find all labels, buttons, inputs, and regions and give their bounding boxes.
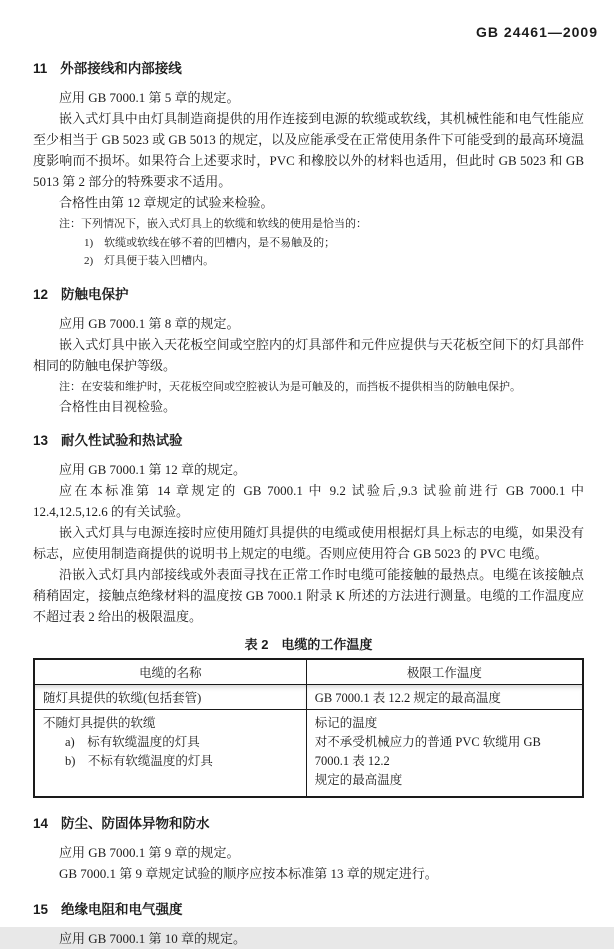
paragraph: 应在本标准第 14 章规定的 GB 7000.1 中 9.2 试验后,9.3 试验前进行 GB 7000.1 中 12.4,12.5,12.6 的有关试验。 [33,483,584,519]
table-2-caption: 表 2 电缆的工作温度 [244,637,373,652]
note-label: 注：在安装和维护时，天花板空间或空腔被认为是可触及的，而挡板不提供相当的防触电保护。 [59,380,521,393]
table-cell-line: 规定的最高温度 [314,773,403,787]
table-cell-cable-supplied-with-luminaire: 随灯具提供的软缆(包括套管) [34,685,306,710]
note-block [59,215,584,271]
paragraph: 应用 GB 7000.1 第 10 章的规定。 [59,931,247,946]
page-content [33,60,584,949]
section-12-number: 12 [33,286,49,302]
section-11-title: 外部接线和内部接线 [60,61,182,76]
section-14-number: 14 [33,816,49,831]
section-13 [33,432,584,798]
paragraph: 应用 GB 7000.1 第 5 章的规定。 [59,90,240,105]
paragraph: 合格性由第 12 章规定的试验来检验。 [59,195,274,210]
table-cell-max-temp-gb7000: GB 7000.1 表 12.2 规定的最高温度 [306,685,583,710]
section-15-number: 15 [33,902,49,917]
note-label: 注：下列情况下，嵌入式灯具上的软缆和软线的使用是恰当的： [59,218,367,230]
section-15 [33,901,584,949]
table-cell-line: 不随灯具提供的软缆 [43,716,156,730]
table-cell-marked-temperature [306,710,583,798]
section-14-heading [33,815,584,833]
section-11-number: 11 [33,61,48,76]
doc-code: GB 24461—2009 [476,24,598,40]
table-header-limit-working-temperature: 极限工作温度 [306,659,583,685]
paragraph: 应用 GB 7000.1 第 12 章的规定。 [59,462,247,477]
section-11 [33,60,584,271]
paragraph: 嵌入式灯具与电源连接时应使用随灯具提供的电缆或使用根据灯具上标志的电缆，如果没有标志，应使用制造商提供的说明书上规定的电缆。否则应使用符合 GB 5023 的 PVC 电缆。 [33,525,584,561]
note-item: 1) 软缆或软线在够不着的凹槽内，是不易触及的； [84,236,336,249]
paragraph: 嵌入式灯具中嵌入天花板空间或空腔内的灯具部件和元件应提供与天花板空间下的灯具部件相同的防触电保护等级。 [33,336,584,373]
table-cell-line: 标记的温度 [314,716,378,730]
section-13-number: 13 [33,433,49,448]
table-cell-line: b) 不标有软缆温度的灯具 [65,754,213,768]
paragraph: GB 7000.1 第 9 章规定试验的顺序应按本标准第 13 章的规定进行。 [59,866,438,881]
section-12 [33,286,584,418]
section-13-title: 耐久性试验和热试验 [61,433,183,448]
paragraph: 沿嵌入式灯具内部接线或外表面寻找在正常工作时电缆可能接触的最热点。电缆在该接触点稍稍固定，接触点绝缘材料的温度按 GB 7000.1 附录 K 所述的方法进行测量。电缆的工作温度应不超过表 2 给出的极限温度。 [33,567,584,624]
section-11-heading [33,60,584,78]
table-cell-line: 对不承受机械应力的普通 PVC 软缆用 GB 7000.1 表 12.2 [314,735,541,768]
note-item: 2) 灯具便于装入凹槽内。 [84,255,215,267]
note-block [59,378,584,397]
table-header-row [34,659,583,685]
section-13-heading [33,432,584,450]
section-12-heading [33,286,584,304]
table-2-cable-operating-temperature [33,658,584,798]
table-cell-cable-not-supplied [34,710,306,798]
paragraph: 应用 GB 7000.1 第 8 章的规定。 [59,315,240,331]
table-cell-line: a) 标有软缆温度的灯具 [65,735,200,749]
table-row [34,685,583,710]
section-14-title: 防尘、防固体异物和防水 [61,816,210,831]
table-row [34,710,583,798]
paragraph: 应用 GB 7000.1 第 9 章的规定。 [59,845,240,860]
section-15-title: 绝缘电阻和电气强度 [61,902,183,917]
table-header-cable-name: 电缆的名称 [34,659,306,685]
paragraph: 嵌入式灯具中由灯具制造商提供的用作连接到电源的软缆或软线，其机械性能和电气性能应至少相当于 GB 5023 或 GB 5013 的规定，以及应能承受在正常使用条件下可能受到的最高环境温度影响而不损坏。如果符合上述要求时，PVC 和橡胶以外的材料也适用，但此时 GB 5023 和 GB 5013 第 2 部分的特殊要求不适用。 [33,111,584,189]
section-12-title: 防触电保护 [61,286,129,302]
section-14 [33,815,584,884]
section-15-heading [33,901,584,919]
paragraph: 合格性由目视检验。 [59,399,177,414]
